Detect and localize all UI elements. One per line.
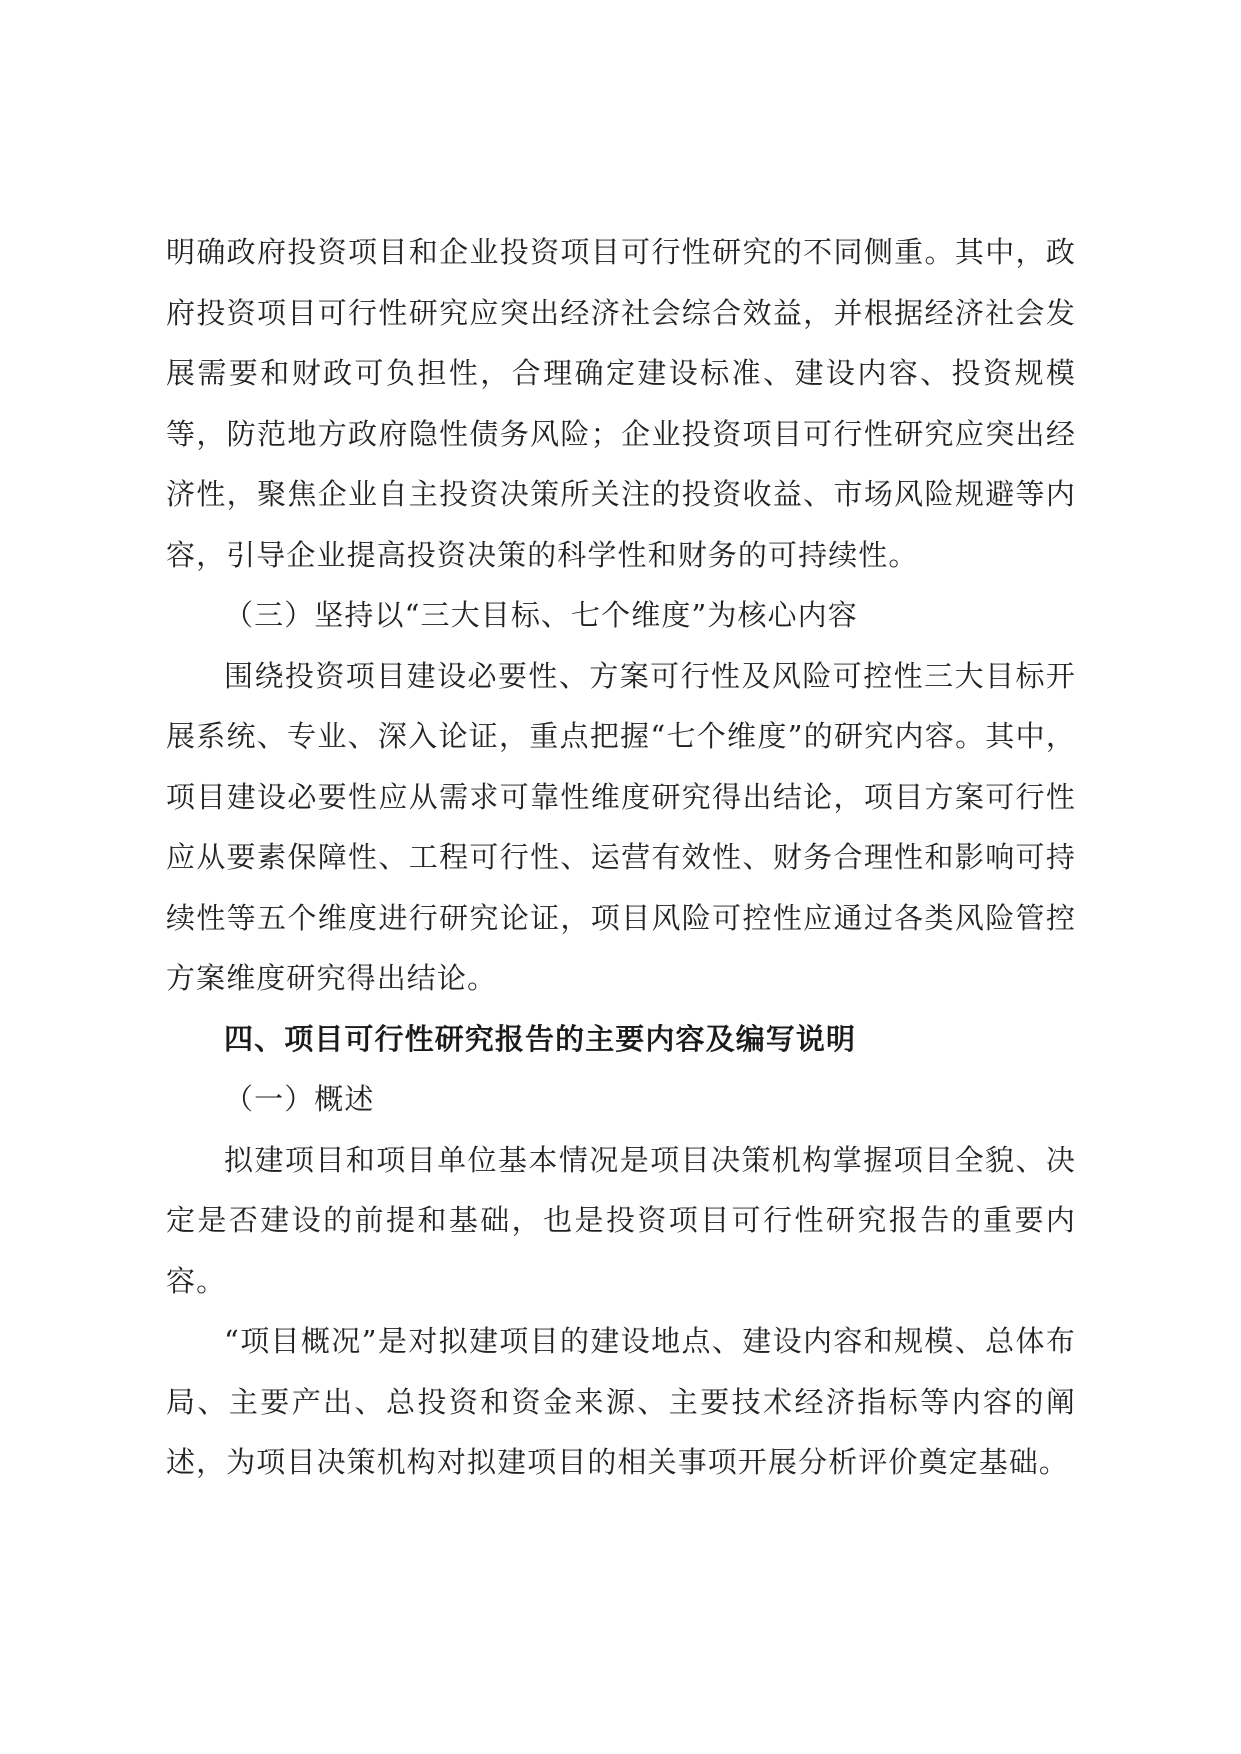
section-heading-four: 四、项目可行性研究报告的主要内容及编写说明 (224, 1021, 857, 1056)
subheading-three-goals-seven-dimensions: （三）坚持以“三大目标、七个维度”为核心内容 (224, 598, 858, 632)
document-body (166, 222, 1076, 1493)
paragraph-government-vs-enterprise: 明确政府投资项目和企业投资项目可行性研究的不同侧重。其中，政府投资项目可行性研究应突出经济社会综合效益，并根据经济社会发展需要和财政可负担性，合理确定建设标准、建设内容、投资规模等，防范地方政府隐性债务风险；企业投资项目可行性研究应突出经济性，聚焦企业自主投资决策所关注的投资收益、市场风险规避等内容，引导企业提高投资决策的科学性和财务的可持续性。 (166, 235, 1076, 572)
paragraph-basic-info: 拟建项目和项目单位基本情况是项目决策机构掌握项目全貌、决定是否建设的前提和基础，也是投资项目可行性研究报告的重要内容。 (166, 1142, 1076, 1298)
paragraph-three-goals: 围绕投资项目建设必要性、方案可行性及风险可控性三大目标开展系统、专业、深入论证，重点把握“七个维度”的研究内容。其中，项目建设必要性应从需求可靠性维度研究得出结论，项目方案可行性应从要素保障性、工程可行性、运营有效性、财务合理性和影响可持续性等五个维度进行研究论证，项目风险可控性应通过各类风险管控方案维度研究得出结论。 (166, 658, 1076, 995)
paragraph-project-overview: “项目概况”是对拟建项目的建设地点、建设内容和规模、总体布局、主要产出、总投资和资金来源、主要技术经济指标等内容的阐述，为项目决策机构对拟建项目的相关事项开展分析评价奠定基础。 (166, 1324, 1076, 1479)
subheading-overview: （一）概述 (224, 1082, 375, 1116)
